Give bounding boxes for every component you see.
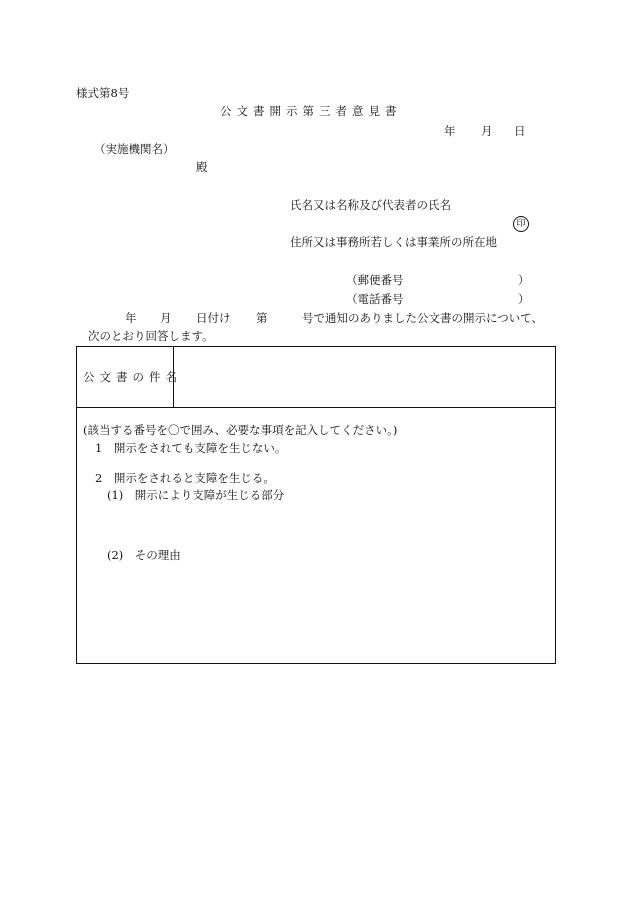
postal-code-close: ） [518, 273, 530, 287]
intro-dated-label: 日付け [196, 311, 231, 325]
harm-part-field[interactable] [107, 505, 547, 543]
intro-year-label: 年 [125, 311, 137, 325]
document-title: 公文書開示第三者意見書 [220, 104, 402, 118]
addressee-honorific: 殿 [196, 160, 208, 174]
respondent-name-label: 氏名又は名称及び代表者の氏名 [290, 198, 451, 212]
option-harm: 2 開示をされると支障を生じる。 [95, 471, 275, 485]
option-no-harm: 1 開示をされても支障を生じない。 [95, 441, 287, 455]
intro-line2: 次のとおり回答します。 [88, 329, 214, 343]
phone-number-close: ） [518, 292, 530, 306]
respondent-address-label: 住所又は事務所若しくは事業所の所在地 [290, 235, 497, 249]
form-instruction: (該当する番号を〇で囲み、必要な事項を記入してください。) [83, 423, 398, 437]
response-form-table [76, 346, 556, 664]
addressee-org-label: （実施機関名） [94, 142, 175, 156]
phone-number-label: （電話番号 [346, 292, 404, 306]
document-name-label: 公文書の件名 [83, 370, 182, 384]
intro-line1-rest: 号で通知のありました公文書の開示について、 [302, 311, 544, 325]
date-year-label: 年 [444, 124, 456, 138]
form-number: 様式第8号 [76, 86, 130, 100]
document-name-field[interactable] [174, 347, 555, 407]
table-row-divider [77, 407, 555, 408]
date-day-label: 日 [514, 124, 526, 138]
date-month-label: 月 [481, 124, 493, 138]
sub-item-reason: (2) その理由 [107, 548, 181, 562]
reason-field[interactable] [107, 565, 547, 657]
postal-code-label: （郵便番号 [346, 273, 404, 287]
intro-dai-label: 第 [256, 311, 268, 325]
intro-month-label: 月 [160, 311, 172, 325]
seal-mark-icon: 印 [513, 216, 529, 232]
sub-item-harm-part: (1) 開示により支障が生じる部分 [107, 488, 285, 502]
